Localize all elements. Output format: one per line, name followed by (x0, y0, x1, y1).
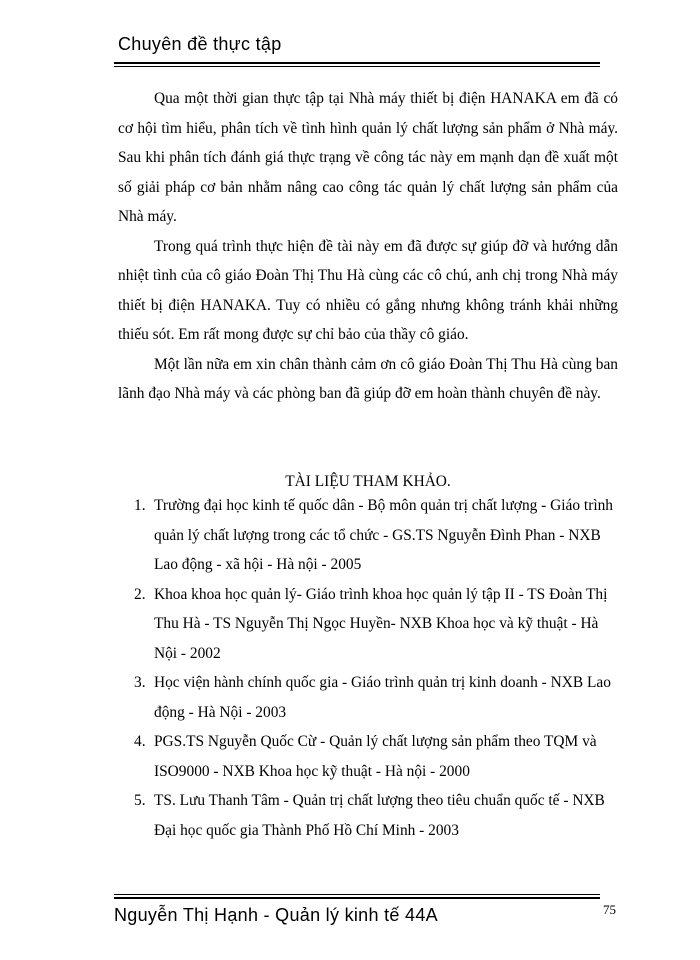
body-text (118, 84, 618, 409)
header-rule-thin (114, 66, 600, 67)
page-number: 75 (603, 902, 616, 917)
reference-number: 2. (134, 585, 146, 603)
reference-item (118, 668, 618, 727)
reference-text: TS. Lưu Thanh Tâm - Quản trị chất lượng theo tiêu chuẩn quốc tế - NXB Đại học quốc gia Thành Phố Hồ Chí Minh - 2003 (154, 792, 605, 839)
references-title: TÀI LIỆU THAM KHẢO. (285, 473, 451, 490)
reference-number: 1. (134, 497, 146, 514)
reference-text: PGS.TS Nguyễn Quốc Cừ - Quản lý chất lượng sản phẩm theo TQM và ISO9000 - NXB Khoa học kỹ thuật - Hà nội - 2000 (154, 733, 597, 780)
paragraph: Qua một thời gian thực tập tại Nhà máy thiết bị điện HANAKA em đã có cơ hội tìm hiểu, phân tích về tình hình quản lý chất lượng sản phẩm ở Nhà máy. Sau khi phân tích đánh giá thực trạng về công tác này em mạnh dạn đề xuất một số giải pháp cơ bản nhằm nâng cao công tác quản lý chất lượng sản phẩm của Nhà máy. (118, 90, 618, 225)
reference-number: 3. (134, 674, 146, 691)
reference-number: 4. (134, 733, 146, 750)
paragraph: Trong quá trình thực hiện đề tài này em đã được sự giúp đỡ và hướng dẫn nhiệt tình của cô giáo Đoàn Thị Thu Hà cùng các cô chú, anh chị trong Nhà máy thiết bị điện HANAKA. Tuy có nhiều có gắng nhưng không tránh khải những thiếu sót. Em rất mong được sự chỉ bảo của thầy cô giáo. (118, 237, 618, 343)
reference-text: Trường đại học kinh tế quốc dân - Bộ môn quản trị chất lượng - Giáo trình quản lý chất lượng trong các tổ chức - GS.TS Nguyễn Đình Phan - NXB Lao động - xã hội - Hà nội - 2005 (154, 497, 613, 573)
reference-item (118, 580, 618, 669)
reference-number: 5. (134, 792, 146, 809)
footer-rule-thick (114, 897, 600, 899)
footer-author: Nguyễn Thị Hạnh - Quản lý kinh tế 44A (114, 905, 438, 925)
header-rule-thick (114, 62, 600, 64)
reference-text: Học viện hành chính quốc gia - Giáo trình quản trị kinh doanh - NXB Lao động - Hà Nội - 2003 (154, 674, 611, 721)
references-list (118, 491, 618, 845)
reference-item (118, 727, 618, 786)
reference-item (118, 786, 618, 845)
header-title: Chuyên đề thực tập (118, 34, 282, 54)
reference-text: Khoa khoa học quản lý- Giáo trình khoa học quản lý tập II - TS Đoàn Thị Thu Hà - TS Nguyễn Thị Ngọc Huyền- NXB Khoa học và kỹ thuật - Hà Nội - 2002 (154, 585, 608, 662)
reference-item (118, 491, 618, 580)
paragraph: Một lần nữa em xin chân thành cảm ơn cô giáo Đoàn Thị Thu Hà cùng ban lãnh đạo Nhà máy và các phòng ban đã giúp đỡ em hoàn thành chuyên đề này. (118, 355, 618, 402)
footer-rule-thin (114, 894, 600, 895)
